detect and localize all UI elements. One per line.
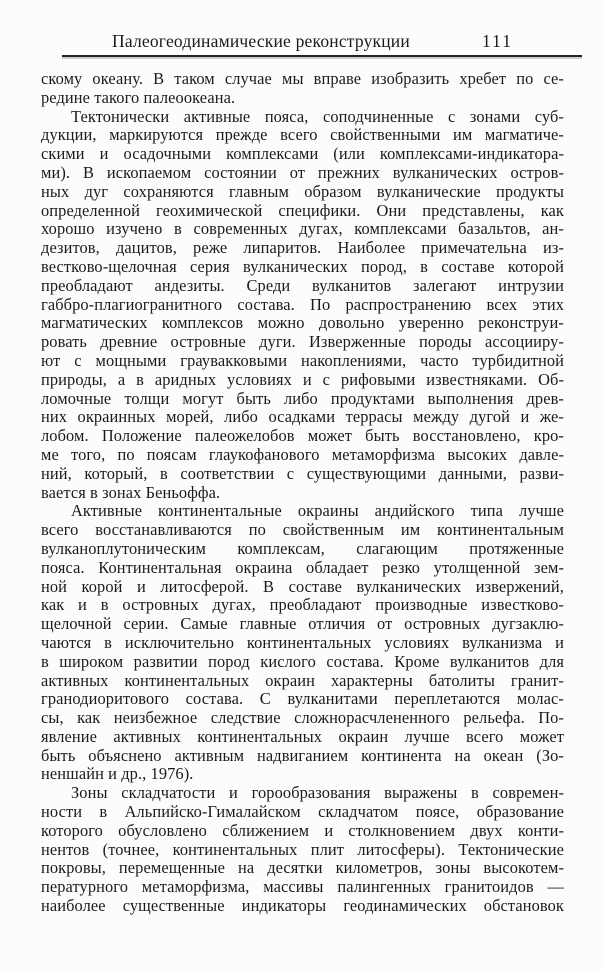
text-line: явление активных континентальных окраин лучше всего может [41,726,564,746]
page-number: 111 [482,31,513,51]
text-line: Зоны складчатости и горообразования выражены в современ- [71,783,564,803]
text-line: вается в зонах Беньоффа. [41,482,221,502]
text-line: вестково-щелочная серия вулканических пород, в составе которой [41,256,564,276]
text-line: лобом. Положение палеожелобов может быть восстановлено, кро- [41,426,564,446]
text-line: ми). В ископаемом состоянии от прежних вулканических остров- [41,162,564,182]
text-line: ровать древние островные дуги. Изверженные породы ассоцииру- [41,332,564,352]
text-line: природы, а в аридных условиях и с рифовыми известняками. Об- [41,369,564,389]
text-line: дукции, маркируются прежде всего свойственными им магматиче- [41,125,564,145]
text-line: дезитов, дацитов, реже липаритов. Наиболее примечательна из- [41,238,564,258]
text-line: определенной геохимической специфики. Они представлены, как [41,200,564,220]
paragraph [41,108,564,503]
text-line: пояса. Континентальная окраина обладает резко утолщенной зем- [41,557,564,577]
text-line: ных дуг сохраняются главным образом вулканические продукты [41,181,564,201]
text-line: неншайн и др., 1976). [41,764,194,784]
running-head-title: Палеогеодинамические реконструкции [112,31,410,51]
text-line: преобладают андезиты. Среди вулканитов залегают интрузии [41,275,564,295]
text-line: ний, который, в соответствии с существующими данными, разви- [41,463,564,483]
text-line: ломочные толщи могут быть либо продуктами выполнения древ- [41,388,564,408]
text-line: редине такого палеоокеана. [41,87,236,107]
text-line: ной корой и литосферой. В составе вулканических извержений, [41,576,564,596]
text-line: чаются в исключительно континентальных условиях вулканизма и [41,632,564,652]
text-line: наиболее существенные индикаторы геодинамических обстановок [41,896,564,916]
text-line: габбро-плагиогранитного состава. По распространению всех этих [41,294,564,314]
paragraph [41,784,564,916]
text-line: магматических комплексов можно довольно уверенно реконструи- [41,313,564,333]
text-line: которого обусловлено сближением и столкновением двух конти- [41,820,564,840]
text-line: сы, как неизбежное следствие сложнорасчлененного рельефа. По- [41,708,564,728]
header-rule [62,55,582,57]
text-line: покровы, перемещенные на десятки километров, зоны высокотем- [41,858,564,878]
text-line: ме того, по поясам глаукофанового метаморфизма высоких давле- [41,444,564,464]
paragraph [41,502,564,784]
text-line: быть объяснено активным надвиганием континента на океан (Зо- [41,745,564,765]
text-line: активных континентальных окраин характерны батолиты гранит- [41,670,564,690]
text-line: ности в Альпийско-Гималайском складчатом поясе, образование [41,802,564,822]
text-line: всего восстанавливаются по свойственным им континентальным [41,520,564,540]
text-line: них окраинных морей, либо осадками террасы между дугой и же- [41,407,564,427]
text-line: скими и осадочными комплексами (или комплексами-индикатора- [41,144,564,164]
text-line: вулканоплутоническим комплексам, слагающим протяженные [41,538,564,558]
text-line: Тектонически активные пояса, соподчиненные с зонами суб- [71,106,564,126]
paragraph [41,70,564,108]
text-line: гранодиоритового состава. С вулканитами переплетаются молас- [41,689,564,709]
text-line: скому океану. В таком случае мы вправе изобразить хребет по се- [41,69,564,88]
text-line: хорошо изучено в современных дугах, комплексами базальтов, ан- [41,219,564,239]
text-line: ют с мощными граувакковыми накоплениями, часто турбидитной [41,350,564,370]
text-line: Активные континентальные окраины андийского типа лучше [71,501,564,521]
body-text [41,70,564,916]
text-line: пературного метаморфизма, массивы палингенных гранитоидов — [41,877,564,897]
text-line: щелочной серии. Самые главные отличия от островных дугзаклю- [41,614,564,634]
text-line: в широком развитии пород кислого состава. Кроме вулканитов для [41,651,564,671]
text-line: как и в островных дугах, преобладают производные известково- [41,595,564,615]
text-line: нентов (точнее, континентальных плит литосферы). Тектонические [41,839,564,859]
running-head [62,31,578,53]
